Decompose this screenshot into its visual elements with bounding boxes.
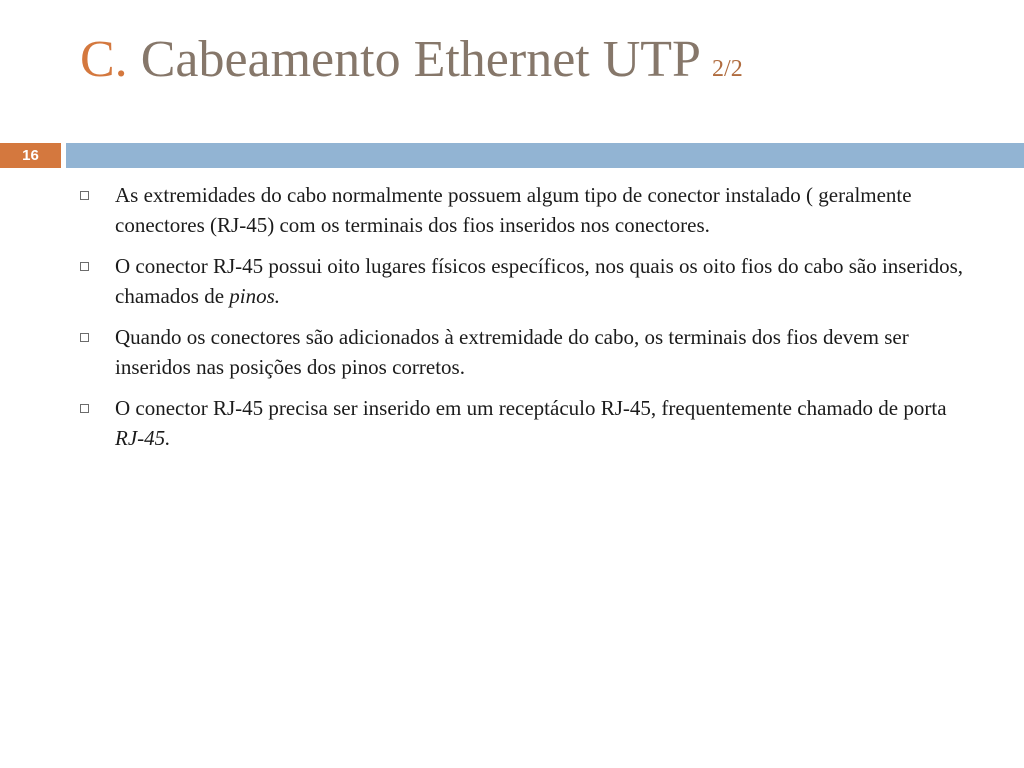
slide-title <box>80 20 743 109</box>
title-part-indicator: 2/2 <box>712 56 743 82</box>
square-bullet-icon <box>80 262 89 271</box>
bullet-text: O conector RJ-45 possui oito lugares físicos específicos, nos quais os oito fios do cabo são inseridos, chamados de <box>115 254 964 308</box>
bullet-emphasis: pinos. <box>229 284 281 308</box>
title-section-letter: C. <box>80 31 128 88</box>
square-bullet-icon <box>80 333 89 342</box>
title-text: Cabeamento Ethernet UTP <box>140 31 700 88</box>
bullet-emphasis: RJ-45. <box>115 426 171 450</box>
bullet-text: Quando os conectores são adicionados à extremidade do cabo, os terminais dos fios devem ser inseridos nas posições dos pinos corretos. <box>115 325 909 379</box>
header-bar <box>66 143 1024 168</box>
bullet-text: As extremidades do cabo normalmente possuem algum tipo de conector instalado ( geralmente conectores (RJ-45) com os terminais dos fios inseridos nos conectores. <box>115 183 912 237</box>
square-bullet-icon <box>80 404 89 413</box>
bullet-list <box>80 180 975 464</box>
square-bullet-icon <box>80 191 89 200</box>
bullet-text: O conector RJ-45 precisa ser inserido em um receptáculo RJ-45, frequentemente chamado de porta <box>115 396 947 420</box>
bullet-item <box>80 322 975 382</box>
bullet-item <box>80 251 975 311</box>
bullet-item <box>80 180 975 240</box>
page-number-badge: 16 <box>0 143 61 168</box>
bullet-item <box>80 393 975 453</box>
